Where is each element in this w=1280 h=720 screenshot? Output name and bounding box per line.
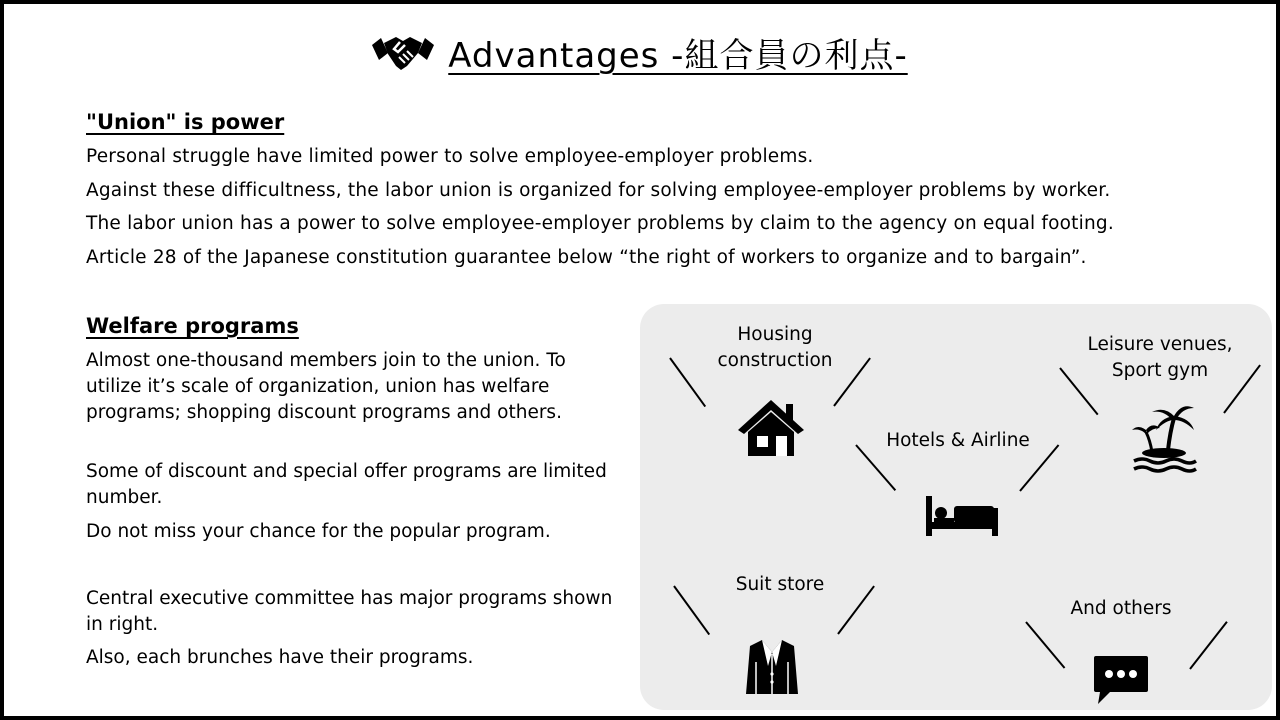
- title-bar: [4, 28, 1276, 77]
- union-power-line-3: The labor union has a power to solve employee-employer problems by claim to the agency on equal footing.: [86, 213, 1114, 234]
- leisure-label: Leisure venues, Sport gym: [1087, 334, 1233, 381]
- handshake-icon: [372, 33, 434, 73]
- house-icon: [736, 396, 806, 458]
- welfare-paragraph-4: Central executive committee has major programs shown in right.: [86, 588, 613, 635]
- chat-bubble-icon: [1092, 654, 1150, 706]
- union-power-heading: "Union" is power: [86, 110, 285, 134]
- union-power-line-1: Personal struggle have limited power to solve employee-employer problems.: [86, 146, 814, 167]
- suit-label: Suit store: [735, 574, 825, 595]
- suit-jacket-icon: [744, 636, 800, 696]
- programs-panel: [640, 304, 1272, 710]
- page-title: Advantages -組合員の利点-: [448, 36, 908, 76]
- union-power-line-4: Article 28 of the Japanese constitution guarantee below “the right of workers to organize and to bargain”.: [86, 247, 1087, 268]
- others-label: And others: [1070, 598, 1172, 619]
- union-power-line-2: Against these difficultness, the labor union is organized for solving employee-employer problems by worker.: [86, 180, 1111, 201]
- housing-dash-left: [669, 357, 706, 407]
- housing-label: Housing construction: [717, 324, 833, 371]
- bed-icon: [924, 494, 1000, 538]
- suit-dash-left: [673, 585, 710, 635]
- welfare-paragraph-3: Do not miss your chance for the popular program.: [86, 521, 551, 542]
- welfare-paragraph-5: Also, each brunches have their programs.: [86, 647, 474, 668]
- hotels-label: Hotels & Airline: [886, 430, 1030, 451]
- palm-island-icon: [1130, 400, 1200, 476]
- welfare-heading: Welfare programs: [86, 314, 299, 338]
- others-dash-left: [1025, 621, 1065, 668]
- welfare-paragraph-2: Some of discount and special offer programs are limited number.: [86, 461, 607, 508]
- others-dash-right: [1189, 621, 1228, 670]
- welfare-paragraph-1: Almost one-thousand members join to the union. To utilize it’s scale of organization, union has welfare programs; shopping discount programs and others.: [86, 350, 566, 423]
